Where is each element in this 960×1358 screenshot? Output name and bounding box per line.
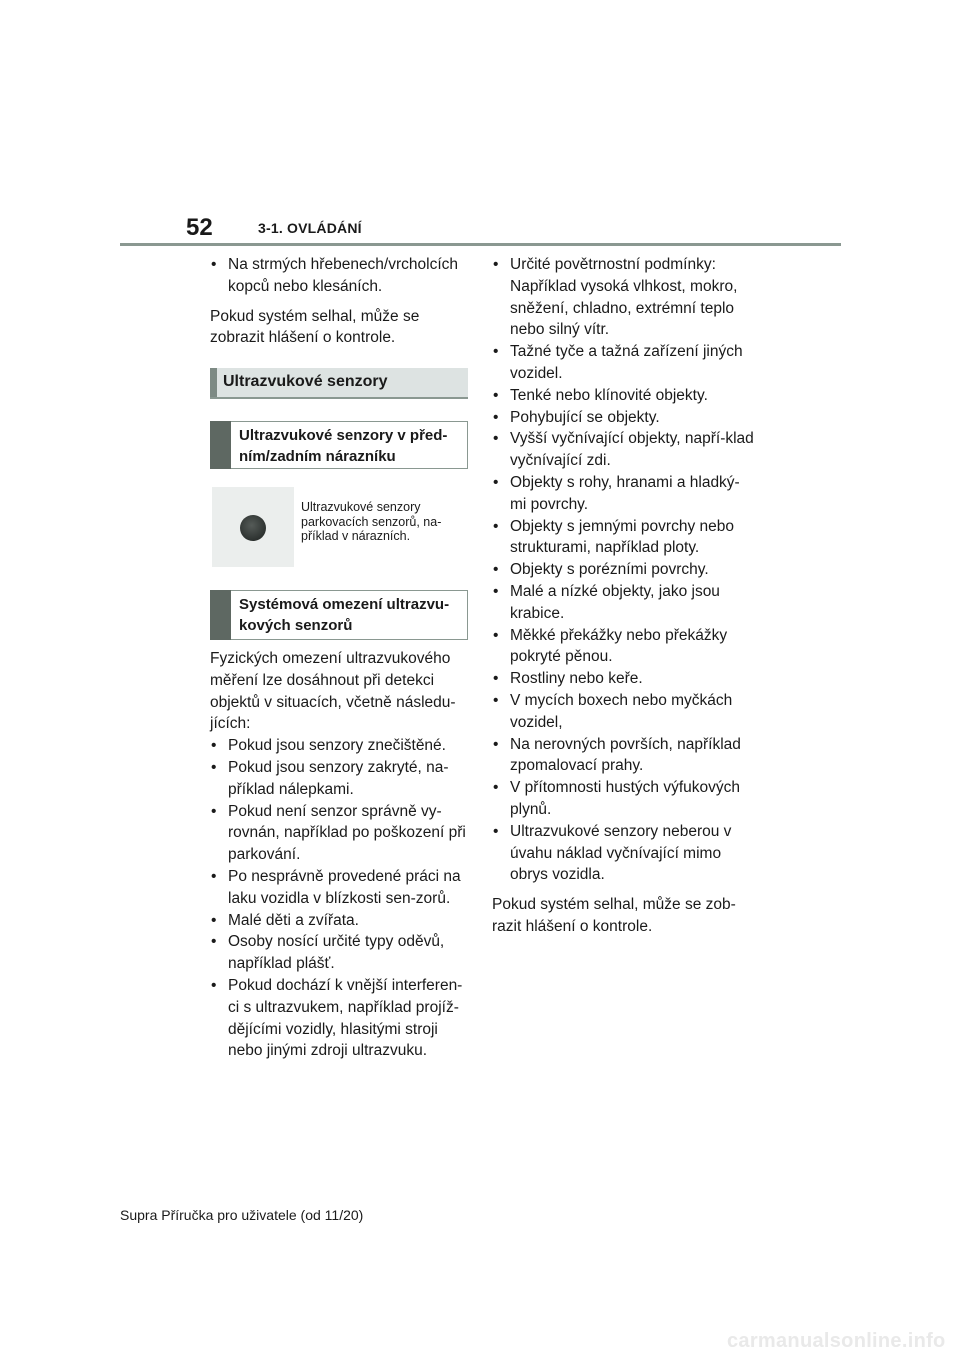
list-item: • Pokud jsou senzory zakryté, na-příklad nálepkami.: [210, 757, 468, 801]
list-item: • V přítomnosti hustých výfukových plynů.: [492, 777, 754, 821]
right-column: [492, 254, 754, 938]
left-top-bullet-list: [210, 254, 468, 298]
list-item: • Objekty s jemnými povrchy nebo strukturami, například ploty.: [492, 516, 754, 560]
paragraph: Pokud systém selhal, může se zobrazit hlášení o kontrole.: [210, 307, 420, 347]
intro-paragraph: Fyzických omezení ultrazvukového měření lze dosáhnout při detekci objektů v situacích, včetně následu-jících:: [210, 650, 456, 733]
subheading-text: Systémová omezení ultrazvu-kových senzorů: [239, 596, 450, 634]
sensor-caption: Ultrazvukové senzory parkovacích senzorů, na-příklad v nárazních.: [301, 500, 442, 543]
section-heading: [210, 368, 468, 399]
left-column-top: [210, 254, 468, 349]
list-item: • Malé děti a zvířata.: [210, 910, 468, 932]
list-item: • Na strmých hřebenech/vrcholcích kopců nebo klesáních.: [210, 254, 468, 298]
limits-bullet-list: [210, 735, 468, 1062]
subheading-accent-bar: [210, 590, 231, 640]
list-item: • Tenké nebo klínovité objekty.: [492, 385, 754, 407]
list-item: • Určité povětrnostní podmínky: Například vysoká vlhkost, mokro, sněžení, chladno, extrémní teplo nebo silný vítr.: [492, 254, 754, 341]
list-item: • Malé a nízké objekty, jako jsou krabice.: [492, 581, 754, 625]
left-column-bottom: [210, 648, 468, 1062]
list-item: • Měkké překážky nebo překážky pokryté pěnou.: [492, 625, 754, 669]
list-item: • Pohybující se objekty.: [492, 407, 754, 429]
header-divider: [120, 243, 841, 246]
list-item: • Pokud jsou senzory znečištěné.: [210, 735, 468, 757]
sensor-icon: [240, 515, 266, 541]
subheading-text: Ultrazvukové senzory v před-ním/zadním nárazníku: [239, 427, 448, 465]
subheading-system-limits: [210, 590, 468, 640]
subheading-accent-bar: [210, 421, 231, 469]
section-heading-text: Ultrazvukové senzory: [223, 373, 388, 390]
section-title: 3-1. OVLÁDÁNÍ: [258, 220, 362, 236]
list-item: • Pokud není senzor správně vy-rovnán, například po poškození při parkování.: [210, 801, 468, 866]
list-item: • Ultrazvukové senzory neberou v úvahu náklad vyčnívající mimo obrys vozidla.: [492, 821, 754, 886]
page-footer: Supra Příručka pro uživatele (od 11/20): [120, 1207, 364, 1223]
heading-accent-bar: [210, 368, 217, 397]
list-item: • Vyšší vyčnívající objekty, napří-klad vyčnívající zdi.: [492, 428, 754, 472]
right-bullet-list: [492, 254, 754, 886]
watermark: carmanualsonline.info: [727, 1330, 946, 1352]
list-item: • Objekty s porézními povrchy.: [492, 559, 754, 581]
list-item: • Pokud dochází k vnější interferen-ci s ultrazvukem, například projíž-dějícími vozidly, hlasitými stroji nebo jinými zdroji ultrazvuku.: [210, 975, 468, 1062]
list-item: • Tažné tyče a tažná zařízení jiných vozidel.: [492, 341, 754, 385]
sensor-illustration: [212, 487, 294, 567]
paragraph: Pokud systém selhal, může se zob-razit hlášení o kontrole.: [492, 896, 736, 935]
page-number: 52: [186, 214, 213, 241]
list-item: • Na nerovných površích, například zpomalovací prahy.: [492, 734, 754, 778]
list-item: • V mycích boxech nebo myčkách vozidel,: [492, 690, 754, 734]
list-item: • Po nesprávně provedené práci na laku vozidla v blízkosti sen-zorů.: [210, 866, 468, 910]
list-item: • Rostliny nebo keře.: [492, 668, 754, 690]
list-item: • Objekty s rohy, hranami a hladký-mi povrchy.: [492, 472, 754, 516]
subheading-front-rear-sensors: [210, 421, 468, 469]
list-item: • Osoby nosící určité typy oděvů, například plášť.: [210, 931, 468, 975]
